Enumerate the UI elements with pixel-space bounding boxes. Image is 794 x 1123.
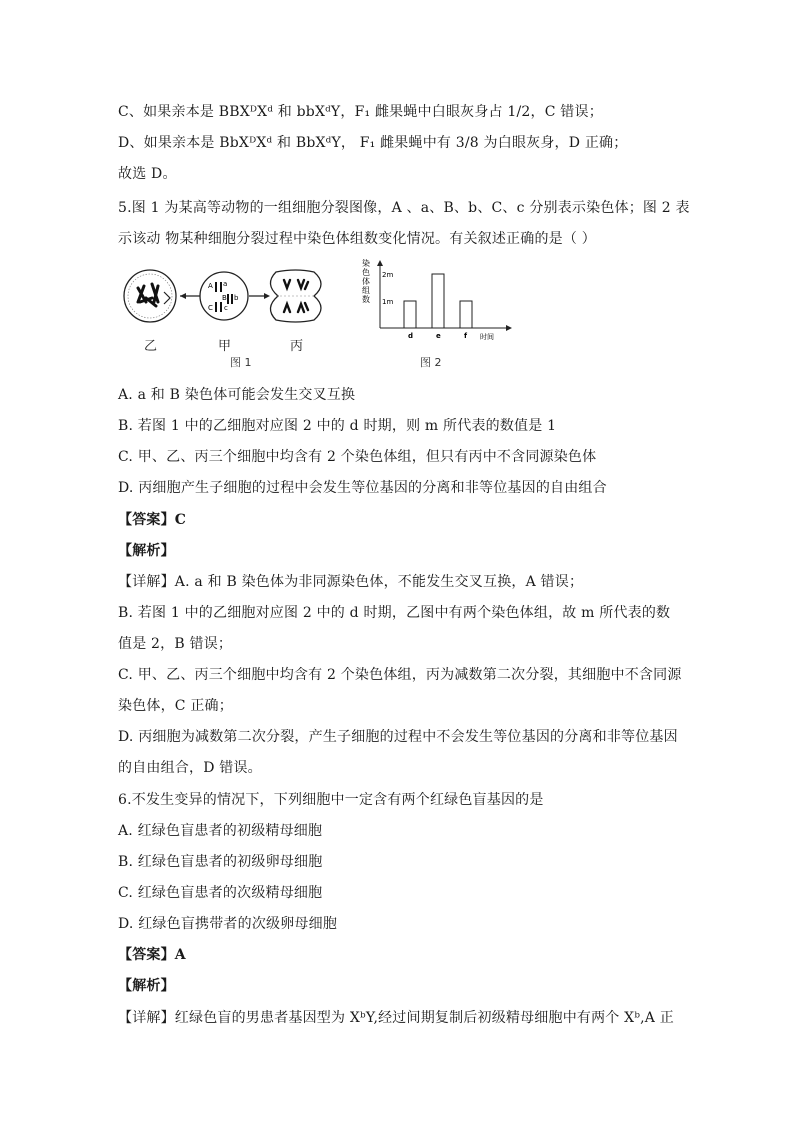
x-axis-arrow <box>506 325 512 331</box>
x-axis-label: 时间 <box>480 333 494 341</box>
bar-e <box>432 274 444 328</box>
text-line-q5-detail-3: 值是 2，B 错误； <box>118 636 233 652</box>
bar-d <box>404 301 416 328</box>
text-line-c-opt: C、如果亲本是 BBXᴰXᵈ 和 bbXᵈY，F₁ 雌果蝇中白眼灰身占 1/2，C 错误； <box>118 104 603 120</box>
text-line-q5-detail-2: B. 若图 1 中的乙细胞对应图 2 中的 d 时期，乙图中有两个染色体组，故 m 所代表的数 <box>118 605 671 621</box>
text-line-q6-b: B. 红绿色盲患者的初级卵母细胞 <box>118 854 323 870</box>
figure-2-chart <box>358 258 538 370</box>
text-line-q6-stem: 6.不发生变异的情况下，下列细胞中一定含有两个红绿色盲基因的是 <box>118 792 544 808</box>
text-line-q5-c: C. 甲、乙、丙三个细胞中均含有 2 个染色体组，但只有丙中不含同源染色体 <box>118 449 597 465</box>
cell-label-yi: 乙 <box>144 339 158 354</box>
text-line-q5-detail-4: C. 甲、乙、丙三个细胞中均含有 2 个染色体组，丙为减数第二次分裂，其细胞中不含同源 <box>118 667 682 683</box>
text-line-q6-answer: 【答案】A <box>118 947 186 963</box>
text-line-q6-d: D. 红绿色盲携带者的次级卵母细胞 <box>118 916 338 932</box>
chromosome-label-B: B <box>222 294 227 302</box>
chromosome-label-C: C <box>208 304 213 312</box>
y-axis-label: 染色体组数 <box>362 259 370 304</box>
cell-bing <box>270 270 321 322</box>
x-tick-label-f: f <box>464 332 468 340</box>
chart-bars <box>404 274 472 328</box>
figure-2-caption: 图 2 <box>420 356 442 369</box>
bar-f <box>460 301 472 328</box>
chromosome-label-b: b <box>234 294 239 302</box>
text-line-q5-answer: 【答案】C <box>118 512 187 528</box>
cell-yi <box>124 270 176 322</box>
figure-1 <box>118 258 338 370</box>
y-axis-arrow <box>377 260 383 266</box>
text-line-q5-detail-6: D. 丙细胞为减数第二次分裂，产生子细胞的过程中不会发生等位基因的分离和非等位基因 <box>118 729 678 745</box>
text-line-q5-analysis: 【解析】 <box>118 543 175 559</box>
text-line-select-d: 故选 D。 <box>118 166 177 182</box>
text-line-q5-b: B. 若图 1 中的乙细胞对应图 2 中的 d 时期，则 m 所代表的数值是 1 <box>118 418 557 434</box>
chart-labels <box>362 258 494 341</box>
x-tick-label-d: d <box>408 332 414 340</box>
text-line-q5-stem-1: 5.图 1 为某高等动物的一组细胞分裂图像，A 、a、B、b、C、c 分别表示染色体；图 2 表 <box>118 200 690 216</box>
figure-area <box>118 258 538 378</box>
x-tick-label-e: e <box>436 332 441 340</box>
text-line-q5-stem-2: 示该动 物某种细胞分裂过程中染色体组数变化情况。有关叙述正确的是（ ） <box>118 231 596 247</box>
text-line-q6-detail-1: 【详解】红绿色盲的男患者基因型为 XᵇY,经过间期复制后初级精母细胞中有两个 Xᵇ,A 正 <box>118 1010 674 1026</box>
cell-label-jia: 甲 <box>218 339 232 354</box>
text-line-q6-c: C. 红绿色盲患者的次级精母细胞 <box>118 885 323 901</box>
text-line-q5-detail-1: 【详解】A. a 和 B 染色体为非同源染色体，不能发生交叉互换，A 错误； <box>118 574 584 590</box>
chromosome-label-A: A <box>208 282 213 290</box>
text-line-q6-analysis: 【解析】 <box>118 978 175 994</box>
text-line-q5-d: D. 丙细胞产生子细胞的过程中会发生等位基因的分离和非等位基因的自由组合 <box>118 480 607 496</box>
text-line-q5-a: A. a 和 B 染色体可能会发生交叉互换 <box>118 387 356 403</box>
text-line-q6-a: A. 红绿色盲患者的初级精母细胞 <box>118 823 323 839</box>
cell-label-bing: 丙 <box>290 339 304 354</box>
figure-1-caption: 图 1 <box>230 356 252 369</box>
chromosome-label-c: c <box>224 304 228 312</box>
text-line-q5-detail-5: 染色体，C 正确； <box>118 698 233 714</box>
chromosome-label-a: a <box>223 280 228 288</box>
y-tick-label-1m: 1m <box>382 298 394 306</box>
y-tick-label-2m: 2m <box>382 271 394 279</box>
cell-jia <box>200 272 248 320</box>
text-line-d-opt: D、如果亲本是 BbXᴰXᵈ 和 BbXᵈY， F₁ 雌果蝇中有 3/8 为白眼灰身，D 正确； <box>118 135 628 151</box>
text-line-q5-detail-7: 的自由组合，D 错误。 <box>118 760 262 776</box>
